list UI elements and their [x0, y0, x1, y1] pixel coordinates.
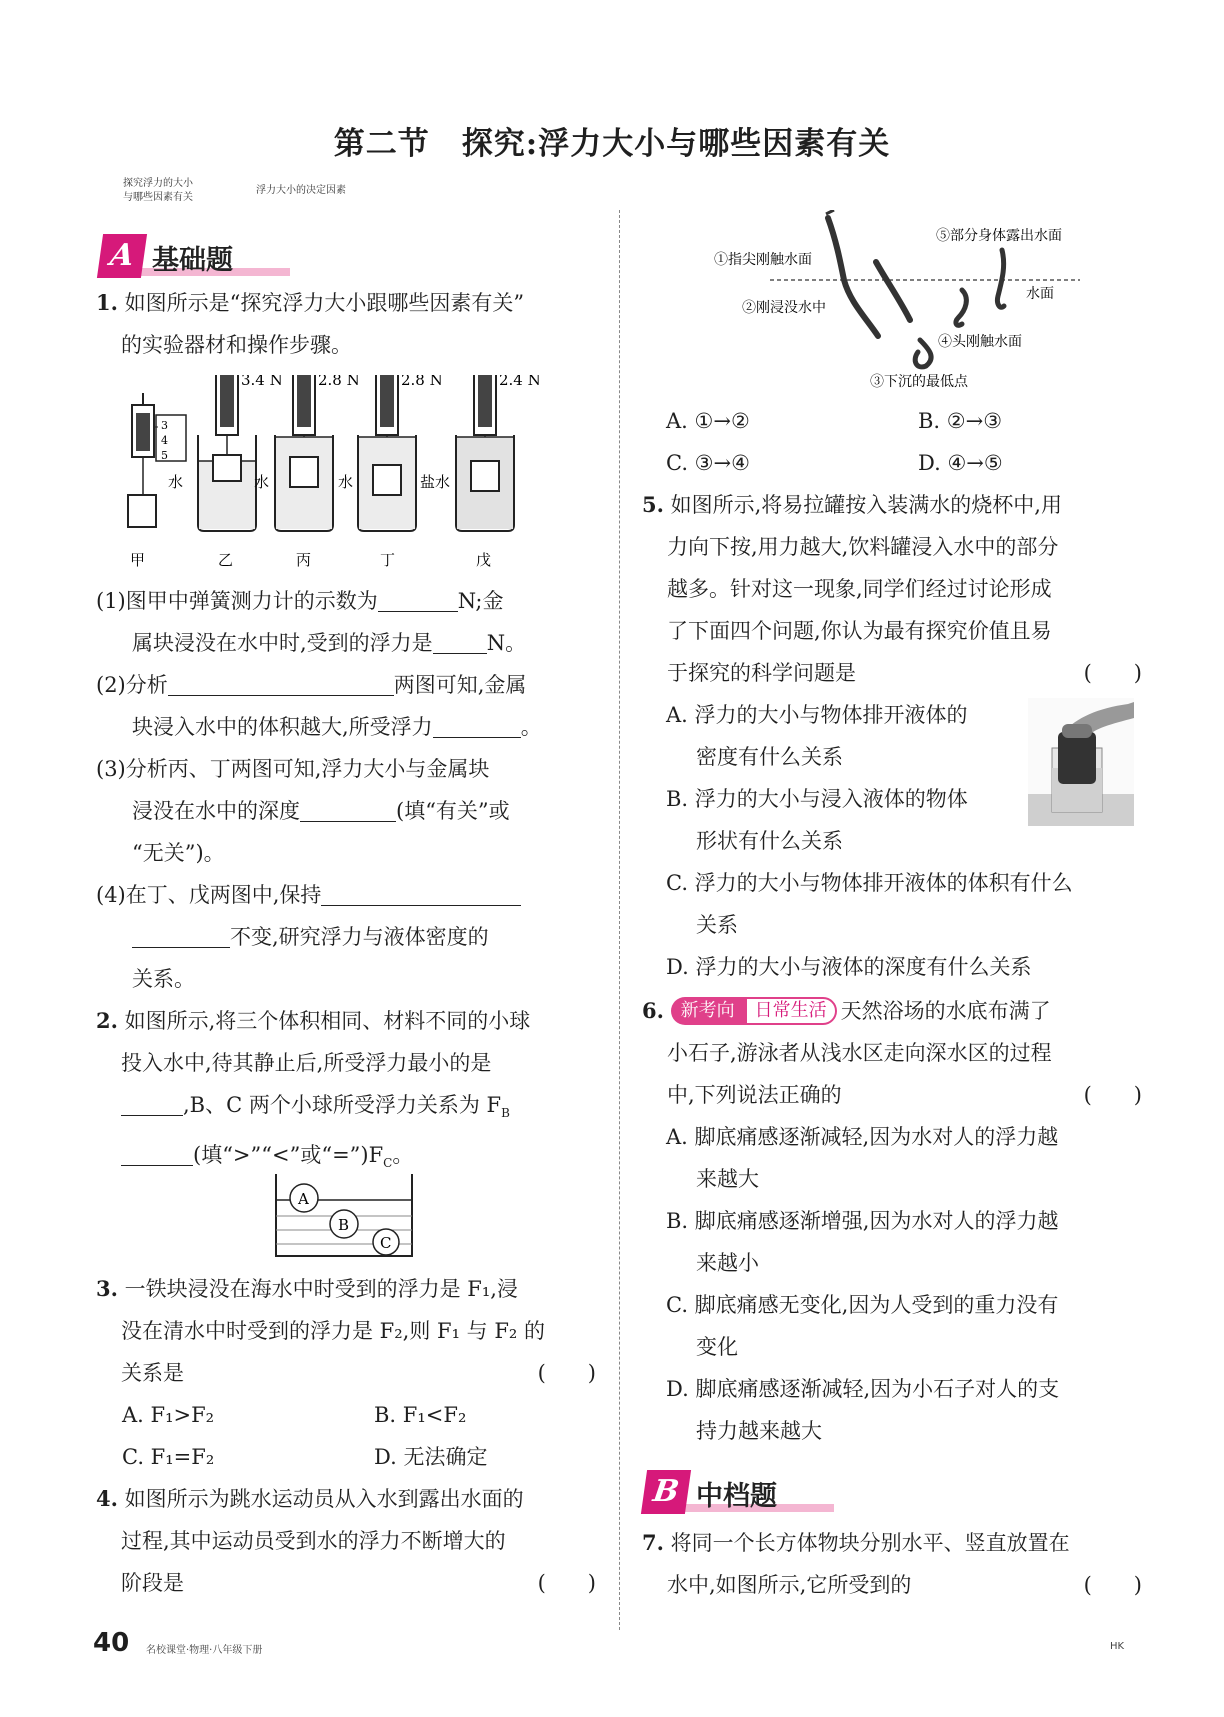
section-b-banner: [644, 1466, 854, 1522]
q4-fig-label-4: ④头刚触水面: [938, 334, 1022, 350]
q4-fig-label-3: ③下沉的最低点: [870, 374, 968, 390]
q6-answer-paren[interactable]: ( ): [1083, 1083, 1142, 1107]
q3-option-c[interactable]: C. F₁=F₂: [122, 1445, 215, 1469]
q1-liquid-wu: 盐水: [420, 473, 451, 491]
q1-reading-yi: 3.4 N: [241, 375, 283, 389]
q4-stem: 4. 如图所示为跳水运动员从入水到露出水面的 过程,其中运动员受到水的浮力不断增大的 阶段是 ( ): [96, 1478, 596, 1604]
header-note-1: 探究浮力的大小 与哪些因素有关: [123, 178, 193, 203]
footer-edition-code: HK: [1110, 1641, 1125, 1652]
q1-label-wu: 戊: [476, 551, 492, 569]
q5-option-a[interactable]: A. 浮力的大小与物体排开液体的 密度有什么关系: [666, 703, 968, 769]
q1-number: 1.: [96, 290, 118, 315]
q1-label-yi: 乙: [218, 551, 234, 569]
q7-stem: 7. 将同一个长方体物块分别水平、竖直放置在 水中,如图所示,它所受到的 ( ): [642, 1522, 1142, 1606]
q2-ball-a: A: [298, 1190, 309, 1208]
q3-stem: 3. 一铁块浸没在海水中时受到的浮力是 F₁,浸 没在清水中时受到的浮力是 F₂,则 F₁ 与 F₂ 的 关系是 ( ): [96, 1268, 596, 1394]
q1-reading-wu: 2.4 N: [499, 375, 541, 389]
q1-blank-5[interactable]: [300, 795, 396, 822]
q5-stem: 5. 如图所示,将易拉罐按入装满水的烧杯中,用 力向下按,用力越大,饮料罐浸入水中的部分 越多。针对这一现象,同学们经过讨论形成 了下面四个问题,你认为最有探究价值且易 于探究的科学问题是 ( ): [642, 484, 1142, 694]
section-a-letter: A: [97, 234, 147, 278]
page-title: 第二节 探究:浮力大小与哪些因素有关: [333, 126, 891, 162]
q2-number: 2.: [96, 1008, 118, 1033]
q7-answer-paren[interactable]: ( ): [1083, 1573, 1142, 1597]
q5-option-c[interactable]: C. 浮力的大小与物体排开液体的体积有什么 关系: [666, 871, 1073, 937]
q1-fig-wu: [420, 375, 541, 569]
section-b-label: 中档题: [696, 1481, 777, 1512]
q2-ball-b: B: [338, 1216, 350, 1234]
q1-scale-mark-3: 3: [161, 419, 168, 432]
q4-fig-label-2: ②刚浸没水中: [742, 300, 826, 316]
q4-fig-water: 水面: [1026, 286, 1054, 302]
q5-photo: [1028, 698, 1134, 826]
q6-tag-daily: 日常生活: [745, 997, 837, 1025]
q1-reading-ding: 2.8 N: [401, 375, 443, 389]
q6-option-b[interactable]: B. 脚底痛感逐渐增强,因为水对人的浮力越 来越小: [666, 1209, 1059, 1275]
q6-tag-new: 新考向: [671, 997, 745, 1025]
q1-label-jia: 甲: [130, 551, 146, 569]
q2-blank-2[interactable]: [121, 1139, 193, 1166]
q1-fig-bing: [254, 375, 360, 569]
column-divider: [619, 210, 620, 1630]
q1-liquid-bing: 水: [254, 473, 270, 491]
q1-blank-3[interactable]: [168, 669, 394, 696]
q1-sub1: (1)图甲中弹簧测力计的示数为 N;金 属块浸没在水中时,受到的浮力是 N。: [96, 580, 596, 664]
q4-number: 4.: [96, 1486, 118, 1511]
q3-option-d[interactable]: D. 无法确定: [374, 1445, 488, 1469]
q4-option-c[interactable]: C. ③→④: [666, 451, 750, 475]
q1-stem-line1: 如图所示是“探究浮力大小跟哪些因素有关”: [124, 291, 525, 315]
q1-fig-yi: [168, 375, 283, 569]
section-b-letter: B: [641, 1470, 691, 1514]
q1-blank-4[interactable]: [433, 711, 521, 738]
q6-number: 6.: [642, 998, 664, 1023]
q5-answer-paren[interactable]: ( ): [1083, 661, 1142, 685]
q3-answer-paren[interactable]: ( ): [537, 1361, 596, 1385]
q6-option-c[interactable]: C. 脚底痛感无变化,因为人受到的重力没有 变化: [666, 1293, 1059, 1359]
q1-blank-6[interactable]: [321, 879, 521, 906]
q3-number: 3.: [96, 1276, 118, 1301]
q4-option-b[interactable]: B. ②→③: [918, 409, 1003, 433]
q1-figure: [118, 375, 598, 575]
q1-scale-mark-4: 4: [161, 434, 168, 447]
q2-stem: 2. 如图所示,将三个体积相同、材料不同的小球 投入水中,待其静止后,所受浮力最小的是 ,B、C 两个小球所受浮力关系为 $F_B$ (填“>”“<”或“$=”)F_C$。: [96, 1008, 531, 1171]
q4-fig-label-1: ①指尖刚触水面: [714, 252, 812, 268]
header-note-2: 浮力大小的决定因素: [256, 185, 346, 196]
q1-reading-bing: 2.8 N: [318, 375, 360, 389]
q1-label-ding: 丁: [380, 551, 396, 569]
q6-stem: 6. 新考向 日常生活 天然浴场的水底布满了 小石子,游泳者从浅水区走向深水区的过程 中,下列说法正确的 ( ): [642, 990, 1142, 1116]
footer-book-title: 名校课堂·物理·八年级下册: [146, 1645, 263, 1656]
q4-fig-label-5: ⑤部分身体露出水面: [936, 228, 1062, 244]
q4-answer-paren[interactable]: ( ): [537, 1571, 596, 1595]
q1-blank-7[interactable]: [132, 921, 230, 948]
q3-option-a[interactable]: A. F₁>F₂: [122, 1403, 215, 1427]
q1-label-bing: 丙: [296, 551, 312, 569]
q1-scale-mark-5: 5: [161, 449, 168, 462]
q4-option-a[interactable]: A. ①→②: [666, 409, 750, 433]
q2-figure: [272, 1170, 422, 1262]
q7-number: 7.: [642, 1530, 664, 1555]
q1-sub2: (2)分析 两图可知,金属 块浸入水中的体积越大,所受浮力 。: [96, 664, 596, 748]
q1-sub4: (4)在丁、戊两图中,保持 不变,研究浮力与液体密度的 关系。: [96, 874, 596, 1000]
q1-liquid-ding: 水: [338, 473, 354, 491]
q4-option-d[interactable]: D. ④→⑤: [918, 451, 1003, 475]
q6-option-d[interactable]: D. 脚底痛感逐渐减轻,因为小石子对人的支 持力越来越大: [666, 1377, 1060, 1443]
section-a-banner: [100, 230, 310, 286]
page-number: 40: [93, 1628, 130, 1658]
q1-liquid-yi: 水: [168, 473, 184, 491]
q6-option-a[interactable]: A. 脚底痛感逐渐减轻,因为水对人的浮力越 来越大: [666, 1125, 1059, 1191]
q4-figure: [700, 210, 1120, 390]
q1-sub3: (3)分析丙、丁两图可知,浮力大小与金属块 浸没在水中的深度 (填“有关”或 “无关”)。: [96, 757, 510, 865]
q1-stem-line2: 的实验器材和操作步骤。: [121, 333, 352, 357]
q1-stem: [96, 282, 596, 366]
q5-option-d[interactable]: D. 浮力的大小与液体的深度有什么关系: [666, 955, 1032, 979]
section-a-label: 基础题: [152, 245, 233, 276]
q5-option-b[interactable]: B. 浮力的大小与浸入液体的物体 形状有什么关系: [666, 787, 968, 853]
q1-fig-ding: [338, 375, 443, 569]
q2-blank-1[interactable]: [121, 1089, 183, 1116]
q1-blank-2[interactable]: [433, 627, 487, 654]
q2-ball-c: C: [380, 1234, 392, 1252]
q3-option-b[interactable]: B. F₁<F₂: [374, 1403, 467, 1427]
q5-number: 5.: [642, 492, 664, 517]
q1-blank-1[interactable]: [378, 585, 458, 612]
